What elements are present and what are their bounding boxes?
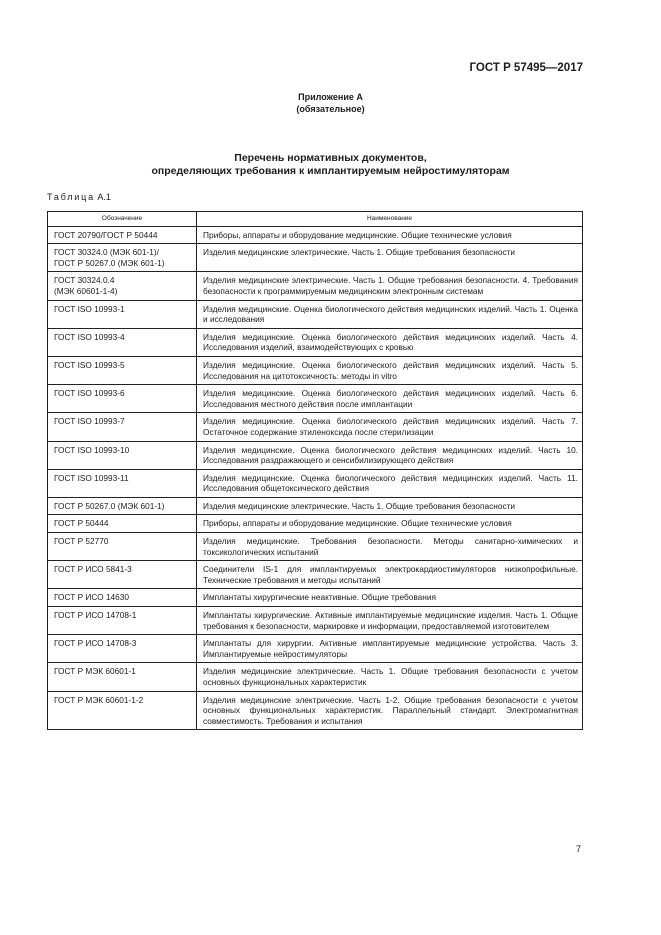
designation-cell: ГОСТ 30324.0.4 (МЭК 60601-1-4) — [48, 272, 197, 300]
name-cell: Изделия медицинские. Оценка биологического действия медицинских изделий. Часть 10. Исследования раздражающего и сенсибилизирующего действия — [197, 441, 583, 469]
table-row — [48, 635, 583, 663]
designation-cell: ГОСТ 20790/ГОСТ Р 50444 — [48, 226, 197, 244]
table-caption-number: А.1 — [97, 192, 111, 202]
appendix-heading — [0, 92, 661, 115]
list-title-line-2: определяющих требования к имплантируемым нейростимуляторам — [151, 165, 510, 177]
appendix-title: Приложение А — [298, 92, 363, 102]
list-title-line-1: Перечень нормативных документов, — [234, 152, 427, 164]
table-row — [48, 515, 583, 533]
name-cell: Изделия медицинские. Оценка биологического действия медицинских изделий. Часть 5. Исследования на цитотоксичность: методы in vitro — [197, 356, 583, 384]
designation-cell: ГОСТ Р МЭК 60601-1-2 — [48, 691, 197, 730]
designation-cell: ГОСТ ISO 10993-10 — [48, 441, 197, 469]
name-cell: Изделия медицинские. Оценка биологического действия медицинских изделий. Часть 4. Исследования изделий, взаимодействующих с кровью — [197, 328, 583, 356]
table-row — [48, 561, 583, 589]
table-row — [48, 356, 583, 384]
table-row — [48, 589, 583, 607]
table-row — [48, 607, 583, 635]
designation-cell: ГОСТ ISO 10993-1 — [48, 300, 197, 328]
page-number: 7 — [576, 844, 582, 854]
designation-cell: ГОСТ Р ИСО 14708-1 — [48, 607, 197, 635]
designation-cell: ГОСТ ISO 10993-7 — [48, 413, 197, 441]
name-cell: Имплантаты хирургические. Активные имплантируемые медицинские изделия. Часть 1. Общие требования к безопасности, маркировке и информации, предоставляемой изготовителем — [197, 607, 583, 635]
name-cell: Изделия медицинские. Оценка биологического действия медицинских изделий. Часть 11. Исследования общетоксического действия — [197, 469, 583, 497]
table-row — [48, 272, 583, 300]
designation-cell: ГОСТ ISO 10993-5 — [48, 356, 197, 384]
table-row — [48, 328, 583, 356]
list-title — [0, 152, 661, 178]
designation-cell: ГОСТ ISO 10993-6 — [48, 385, 197, 413]
name-cell: Изделия медицинские. Оценка биологического действия медицинских изделий. Часть 1. Оценка и исследования — [197, 300, 583, 328]
table-row — [48, 244, 583, 272]
name-cell: Приборы, аппараты и оборудование медицинские. Общие технические условия — [197, 515, 583, 533]
table-row — [48, 226, 583, 244]
table-caption-word: Таблица — [47, 192, 95, 202]
name-cell: Имплантаты для хирургии. Активные имплантируемые медицинские устройства. Часть 3. Имплантируемые нейростимуляторы — [197, 635, 583, 663]
name-cell: Изделия медицинские. Требования безопасности. Методы санитарно-химических и токсикологических испытаний — [197, 533, 583, 561]
column-header-name: Наименование — [197, 212, 583, 227]
name-cell: Соединители IS-1 для имплантируемых электрокардиостимуляторов низкопрофильные. Технические требования и методы испытаний — [197, 561, 583, 589]
table-row — [48, 533, 583, 561]
column-header-designation: Обозначение — [48, 212, 197, 227]
name-cell: Приборы, аппараты и оборудование медицинские. Общие технические условия — [197, 226, 583, 244]
name-cell: Изделия медицинские электрические. Часть 1. Общие требования безопасности — [197, 497, 583, 515]
table-row — [48, 469, 583, 497]
name-cell: Изделия медицинские электрические. Часть 1. Общие требования безопасности с учетом основных функциональных характеристик — [197, 663, 583, 691]
name-cell: Имплантаты хирургические неактивные. Общие требования — [197, 589, 583, 607]
designation-cell: ГОСТ ISO 10993-11 — [48, 469, 197, 497]
table-row — [48, 413, 583, 441]
table-row — [48, 663, 583, 691]
table-row — [48, 691, 583, 730]
table-row — [48, 441, 583, 469]
appendix-status: (обязательное) — [296, 103, 365, 114]
designation-cell: ГОСТ Р ИСО 5841-3 — [48, 561, 197, 589]
table-row — [48, 385, 583, 413]
table-row — [48, 497, 583, 515]
table-header-row — [48, 212, 583, 227]
name-cell: Изделия медицинские. Оценка биологического действия медицинских изделий. Часть 7. Остаточное содержание этиленоксида после стерилизации — [197, 413, 583, 441]
designation-cell: ГОСТ Р 50267.0 (МЭК 601-1) — [48, 497, 197, 515]
name-cell: Изделия медицинские электрические. Часть 1. Общие требования безопасности — [197, 244, 583, 272]
name-cell: Изделия медицинские электрические. Часть 1. Общие требования безопасности. 4. Требования безопасности к программируемым медицинским электронным системам — [197, 272, 583, 300]
standards-table — [47, 211, 583, 730]
standard-header: ГОСТ Р 57495—2017 — [469, 62, 583, 74]
designation-cell: ГОСТ Р МЭК 60601-1 — [48, 663, 197, 691]
designation-cell: ГОСТ Р 50444 — [48, 515, 197, 533]
table-row — [48, 300, 583, 328]
table-body — [48, 226, 583, 730]
name-cell: Изделия медицинские. Оценка биологического действия медицинских изделий. Часть 6. Исследования местного действия после имплантации — [197, 385, 583, 413]
designation-cell: ГОСТ 30324.0 (МЭК 601-1)/ ГОСТ Р 50267.0 (МЭК 601-1) — [48, 244, 197, 272]
designation-cell: ГОСТ Р 52770 — [48, 533, 197, 561]
designation-cell: ГОСТ Р ИСО 14630 — [48, 589, 197, 607]
table-caption — [47, 192, 111, 202]
designation-cell: ГОСТ ISO 10993-4 — [48, 328, 197, 356]
designation-cell: ГОСТ Р ИСО 14708-3 — [48, 635, 197, 663]
name-cell: Изделия медицинские электрические. Часть 1-2. Общие требования безопасности с учетом основных функциональных характеристик. Параллельный стандарт. Электромагнитная совместимость. Требования и испытания — [197, 691, 583, 730]
